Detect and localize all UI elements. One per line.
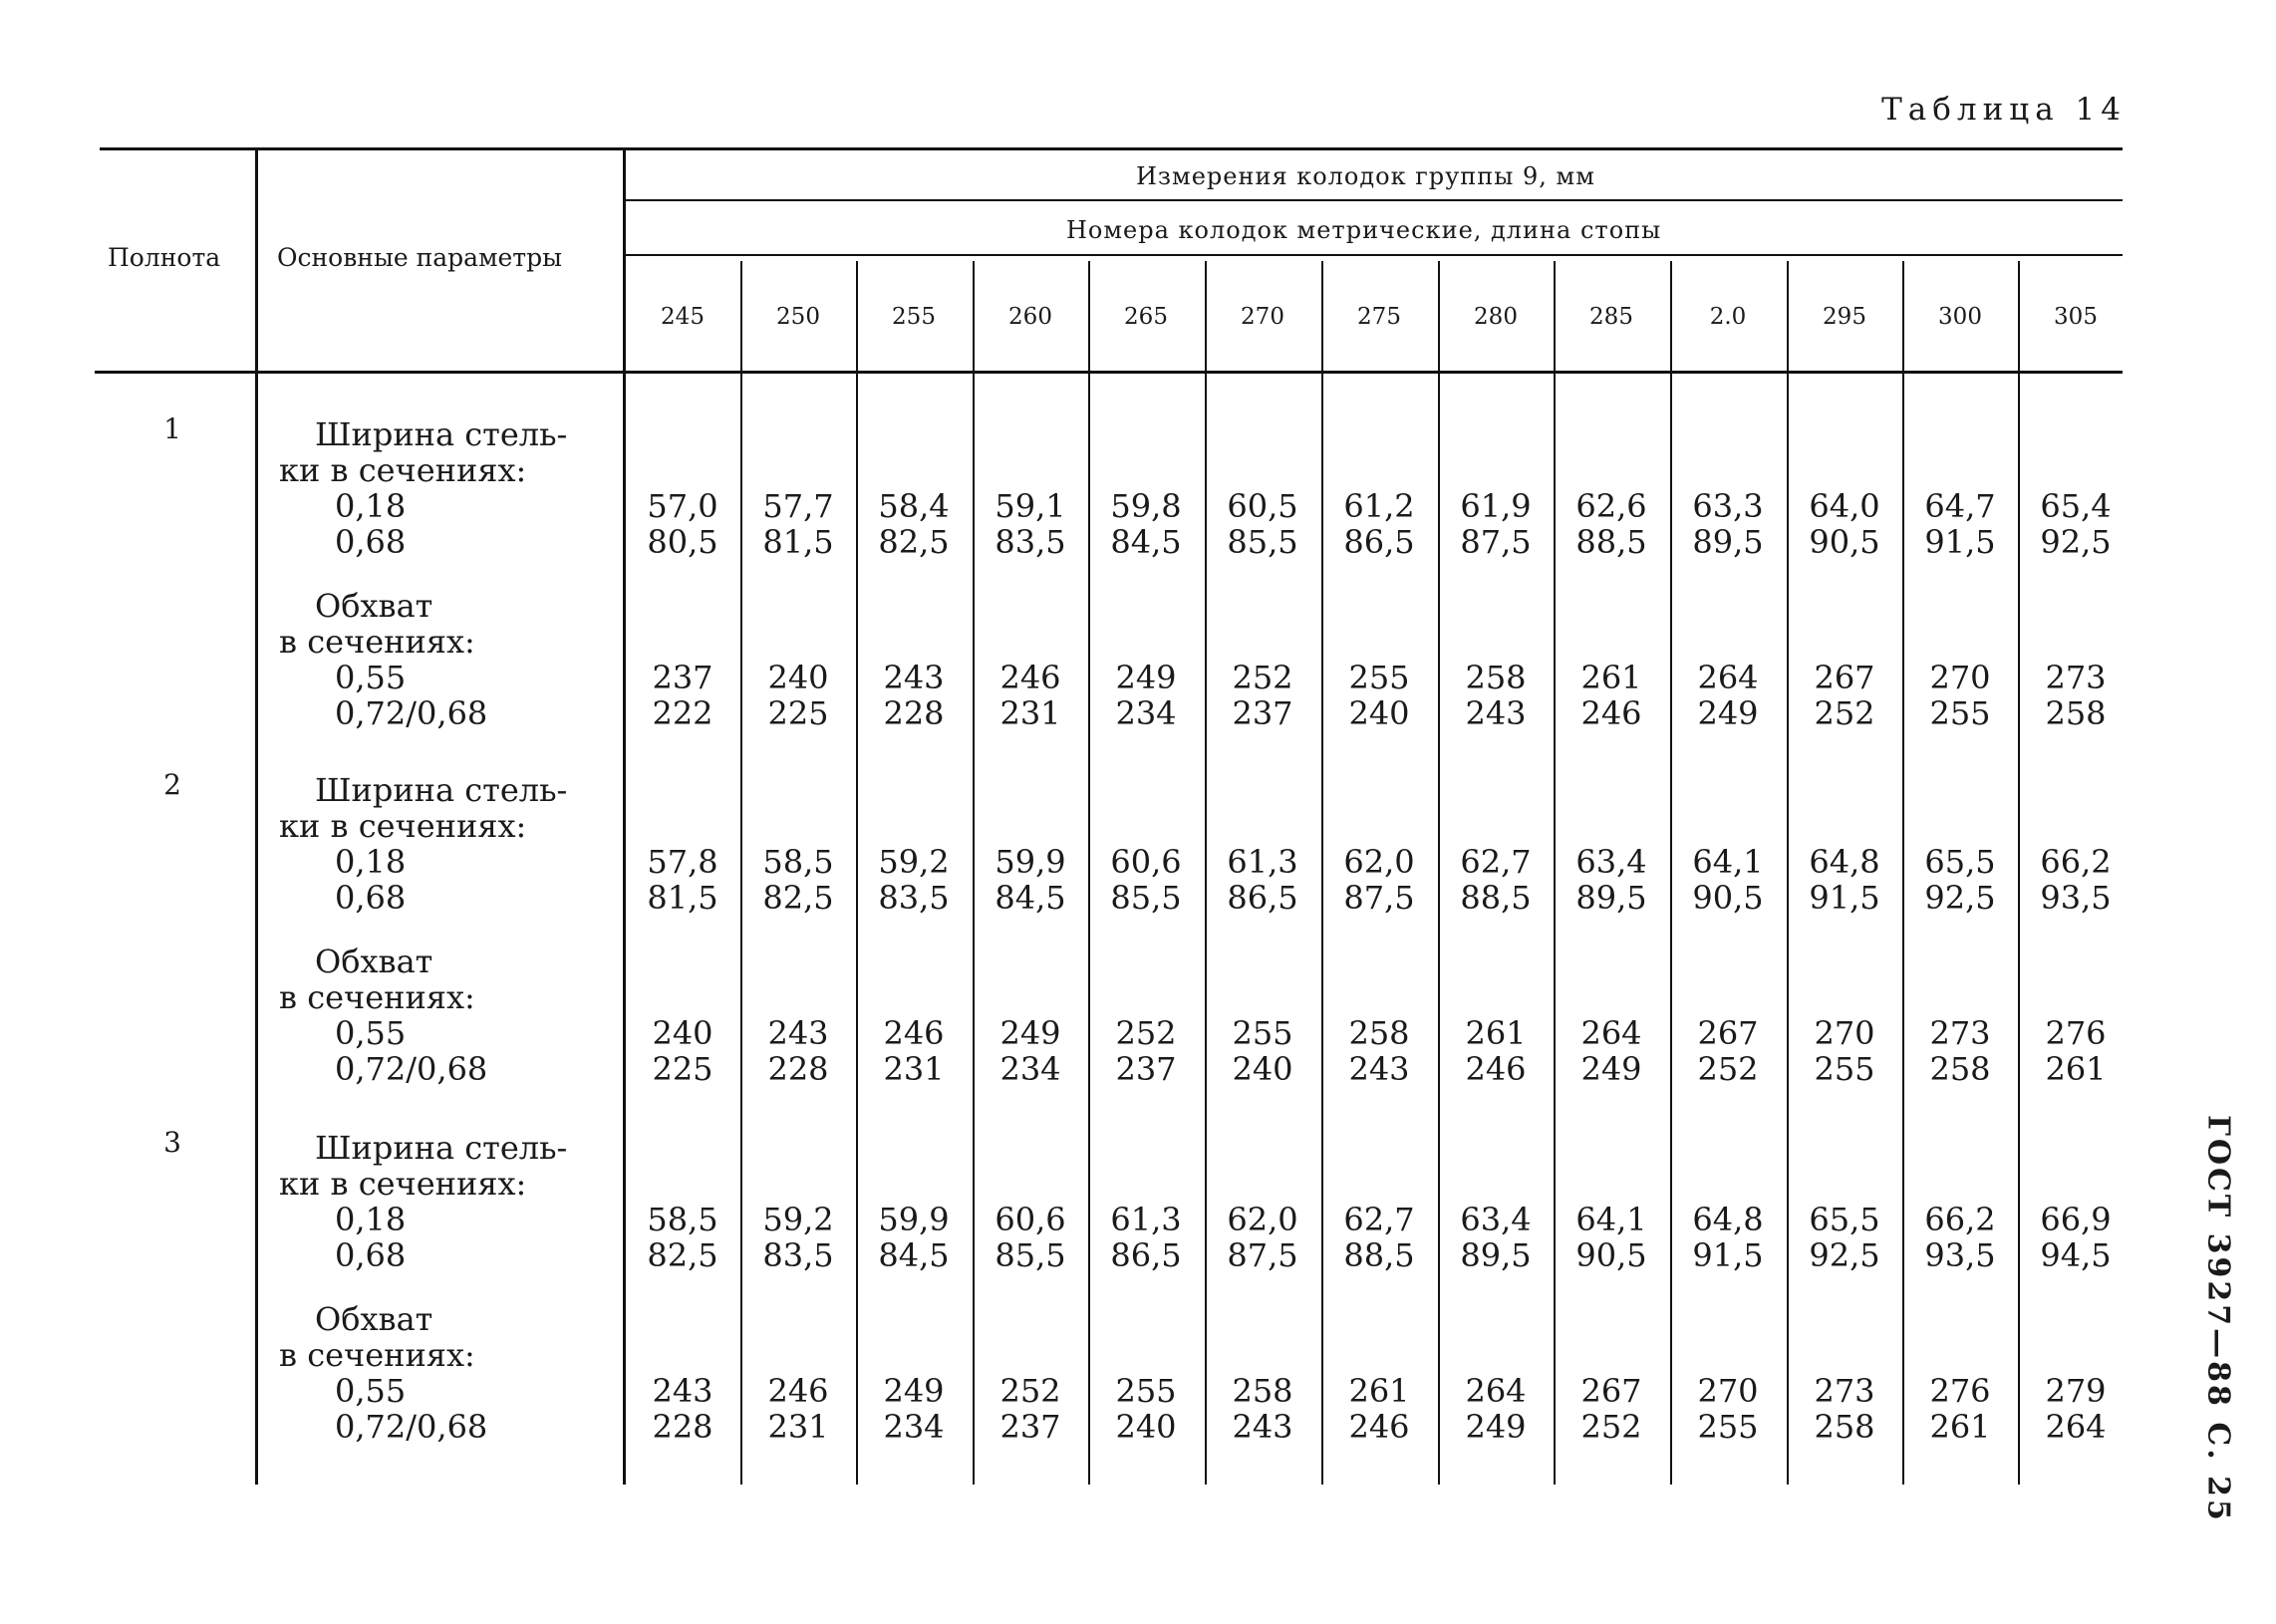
value-cell: 249 <box>1697 694 1759 732</box>
param-label-line: Обхват <box>315 1300 433 1338</box>
value-cell: 63,3 <box>1692 487 1764 525</box>
value-cell: 264 <box>1580 1014 1642 1052</box>
param-girth <box>271 1301 487 1445</box>
value-cell: 89,5 <box>1692 523 1764 561</box>
value-cell: 61,2 <box>1343 487 1415 525</box>
param-label-line: ки в сечениях: <box>279 451 527 489</box>
value-cell: 89,5 <box>1460 1236 1532 1274</box>
value-cell: 64,1 <box>1575 1201 1647 1238</box>
value-cell: 59,9 <box>878 1201 950 1238</box>
value-cell: 59,1 <box>995 487 1066 525</box>
value-cell: 273 <box>1929 1014 1991 1052</box>
value-cell: 252 <box>1232 659 1293 696</box>
size-header-5: 270 <box>1241 304 1284 330</box>
size-header-3: 260 <box>1008 304 1052 330</box>
value-cell: 237 <box>999 1408 1061 1446</box>
value-cell: 240 <box>1232 1050 1293 1088</box>
value-cell: 264 <box>1465 1372 1527 1410</box>
value-cell: 91,5 <box>1809 879 1880 917</box>
value-cell: 261 <box>2045 1050 2107 1088</box>
value-cell: 59,9 <box>995 843 1066 881</box>
value-cell: 249 <box>883 1372 945 1410</box>
polnota-value: 2 <box>163 768 181 801</box>
value-cell: 261 <box>1465 1014 1527 1052</box>
value-cell: 62,0 <box>1227 1201 1298 1238</box>
header-sub-title: Номера колодок метрические, длина стопы <box>1066 216 1662 244</box>
value-cell: 252 <box>1580 1408 1642 1446</box>
size-header-6: 275 <box>1357 304 1401 330</box>
value-cell: 243 <box>1348 1050 1410 1088</box>
value-cell: 59,2 <box>878 843 950 881</box>
value-cell: 237 <box>1232 694 1293 732</box>
value-cell: 231 <box>767 1408 829 1446</box>
value-cell: 84,5 <box>1110 523 1182 561</box>
value-cell: 90,5 <box>1692 879 1764 917</box>
value-cell: 62,7 <box>1460 843 1532 881</box>
param-insole-width <box>271 772 567 916</box>
size-header-4: 265 <box>1124 304 1168 330</box>
value-cell: 83,5 <box>878 879 950 917</box>
size-header-8: 285 <box>1589 304 1633 330</box>
size-header-0: 245 <box>661 304 705 330</box>
value-cell: 276 <box>2045 1014 2107 1052</box>
value-cell: 94,5 <box>2040 1236 2112 1274</box>
value-cell: 246 <box>1465 1050 1527 1088</box>
value-cell: 58,5 <box>647 1201 718 1238</box>
table-caption: Таблица 14 <box>1881 92 2127 128</box>
value-cell: 83,5 <box>762 1236 834 1274</box>
value-cell: 240 <box>767 659 829 696</box>
value-cell: 58,5 <box>762 843 834 881</box>
value-cell: 64,8 <box>1692 1201 1764 1238</box>
value-cell: 243 <box>883 659 945 696</box>
value-cell: 228 <box>883 694 945 732</box>
value-cell: 255 <box>1814 1050 1875 1088</box>
param-insole-width <box>271 1130 567 1273</box>
value-cell: 64,1 <box>1692 843 1764 881</box>
value-cell: 81,5 <box>762 523 834 561</box>
value-cell: 66,9 <box>2040 1201 2112 1238</box>
table-top-rule <box>100 147 2123 150</box>
section-value: 0,72/0,68 <box>335 694 488 732</box>
value-cell: 62,0 <box>1343 843 1415 881</box>
value-cell: 240 <box>652 1014 713 1052</box>
value-cell: 57,7 <box>762 487 834 525</box>
value-cell: 65,5 <box>1809 1201 1880 1238</box>
value-cell: 61,3 <box>1110 1201 1182 1238</box>
header-group-title: Измерения колодок группы 9, мм <box>1136 162 1595 190</box>
value-cell: 60,6 <box>995 1201 1066 1238</box>
value-cell: 222 <box>652 694 713 732</box>
value-cell: 225 <box>652 1050 713 1088</box>
value-cell: 246 <box>767 1372 829 1410</box>
size-header-2: 255 <box>892 304 936 330</box>
value-cell: 61,9 <box>1460 487 1532 525</box>
value-cell: 273 <box>1814 1372 1875 1410</box>
value-cell: 81,5 <box>647 879 718 917</box>
value-cell: 234 <box>1115 694 1177 732</box>
value-cell: 57,8 <box>647 843 718 881</box>
size-header-1: 250 <box>776 304 820 330</box>
value-cell: 85,5 <box>1227 523 1298 561</box>
value-cell: 86,5 <box>1110 1236 1182 1274</box>
value-cell: 90,5 <box>1809 523 1880 561</box>
value-cell: 261 <box>1348 1372 1410 1410</box>
value-cell: 86,5 <box>1343 523 1415 561</box>
value-cell: 255 <box>1115 1372 1177 1410</box>
header-polnota: Полнота <box>108 243 221 272</box>
size-header-11: 300 <box>1938 304 1982 330</box>
value-cell: 270 <box>1814 1014 1875 1052</box>
value-cell: 249 <box>999 1014 1061 1052</box>
value-cell: 240 <box>1115 1408 1177 1446</box>
value-cell: 91,5 <box>1924 523 1996 561</box>
value-cell: 228 <box>767 1050 829 1088</box>
value-cell: 86,5 <box>1227 879 1298 917</box>
value-cell: 93,5 <box>2040 879 2112 917</box>
value-cell: 57,0 <box>647 487 718 525</box>
param-label-line: ки в сечениях: <box>279 807 527 845</box>
value-cell: 249 <box>1465 1408 1527 1446</box>
value-cell: 264 <box>1697 659 1759 696</box>
section-value: 0,18 <box>335 487 407 525</box>
value-cell: 261 <box>1929 1408 1991 1446</box>
value-cell: 65,4 <box>2040 487 2112 525</box>
value-cell: 246 <box>1580 694 1642 732</box>
value-cell: 93,5 <box>1924 1236 1996 1274</box>
value-cell: 85,5 <box>995 1236 1066 1274</box>
value-cell: 261 <box>1580 659 1642 696</box>
value-cell: 264 <box>2045 1408 2107 1446</box>
value-cell: 63,4 <box>1460 1201 1532 1238</box>
gost-page-reference: ГОСТ 3927—88 С. 25 <box>2200 1115 2236 1523</box>
size-area-divider <box>623 149 626 1485</box>
value-cell: 64,0 <box>1809 487 1880 525</box>
section-value: 0,55 <box>335 1014 407 1052</box>
value-cell: 255 <box>1348 659 1410 696</box>
page-side-label <box>2192 1115 2244 1523</box>
value-cell: 243 <box>767 1014 829 1052</box>
param-label-line: Ширина стель- <box>315 1129 568 1167</box>
value-cell: 252 <box>1115 1014 1177 1052</box>
param-label-line: Обхват <box>315 943 433 980</box>
value-cell: 237 <box>652 659 713 696</box>
value-cell: 228 <box>652 1408 713 1446</box>
value-cell: 258 <box>1814 1408 1875 1446</box>
value-cell: 246 <box>1348 1408 1410 1446</box>
value-cell: 246 <box>999 659 1061 696</box>
value-cell: 87,5 <box>1343 879 1415 917</box>
param-label-line: в сечениях: <box>279 1336 475 1374</box>
value-cell: 255 <box>1929 694 1991 732</box>
section-value: 0,55 <box>335 1372 407 1410</box>
value-cell: 82,5 <box>878 523 950 561</box>
value-cell: 267 <box>1580 1372 1642 1410</box>
value-cell: 225 <box>767 694 829 732</box>
value-cell: 84,5 <box>995 879 1066 917</box>
section-value: 0,68 <box>335 879 407 917</box>
value-cell: 270 <box>1929 659 1991 696</box>
section-value: 0,72/0,68 <box>335 1050 488 1088</box>
value-cell: 92,5 <box>1924 879 1996 917</box>
value-cell: 252 <box>999 1372 1061 1410</box>
param-column-divider <box>255 149 258 1485</box>
value-cell: 258 <box>1465 659 1527 696</box>
value-cell: 87,5 <box>1460 523 1532 561</box>
value-cell: 234 <box>883 1408 945 1446</box>
value-cell: 240 <box>1348 694 1410 732</box>
value-cell: 273 <box>2045 659 2107 696</box>
value-cell: 231 <box>999 694 1061 732</box>
value-cell: 270 <box>1697 1372 1759 1410</box>
value-cell: 62,6 <box>1575 487 1647 525</box>
value-cell: 85,5 <box>1110 879 1182 917</box>
value-cell: 84,5 <box>878 1236 950 1274</box>
param-label-line: Ширина стель- <box>315 771 568 809</box>
value-cell: 258 <box>1929 1050 1991 1088</box>
value-cell: 243 <box>1232 1408 1293 1446</box>
value-cell: 83,5 <box>995 523 1066 561</box>
polnota-value: 1 <box>163 412 181 445</box>
value-cell: 258 <box>1232 1372 1293 1410</box>
param-insole-width <box>271 416 567 560</box>
section-value: 0,72/0,68 <box>335 1408 488 1446</box>
value-cell: 64,7 <box>1924 487 1996 525</box>
value-cell: 66,2 <box>1924 1201 1996 1238</box>
value-cell: 88,5 <box>1575 523 1647 561</box>
value-cell: 64,8 <box>1809 843 1880 881</box>
value-cell: 92,5 <box>2040 523 2112 561</box>
value-cell: 234 <box>999 1050 1061 1088</box>
size-header-10: 295 <box>1823 304 1866 330</box>
value-cell: 231 <box>883 1050 945 1088</box>
value-cell: 66,2 <box>2040 843 2112 881</box>
size-header-7: 280 <box>1474 304 1518 330</box>
sub-title-rule <box>625 254 2123 256</box>
section-value: 0,68 <box>335 523 407 561</box>
value-cell: 258 <box>1348 1014 1410 1052</box>
size-header-9: 2.0 <box>1709 304 1747 330</box>
value-cell: 80,5 <box>647 523 718 561</box>
group-title-rule <box>625 199 2123 201</box>
param-girth <box>271 944 487 1087</box>
polnota-value: 3 <box>163 1126 181 1159</box>
value-cell: 246 <box>883 1014 945 1052</box>
value-cell: 87,5 <box>1227 1236 1298 1274</box>
value-cell: 276 <box>1929 1372 1991 1410</box>
value-cell: 249 <box>1115 659 1177 696</box>
param-label-line: Ширина стель- <box>315 415 568 453</box>
value-cell: 255 <box>1697 1408 1759 1446</box>
value-cell: 60,6 <box>1110 843 1182 881</box>
value-cell: 58,4 <box>878 487 950 525</box>
value-cell: 82,5 <box>647 1236 718 1274</box>
value-cell: 243 <box>652 1372 713 1410</box>
value-cell: 258 <box>2045 694 2107 732</box>
value-cell: 62,7 <box>1343 1201 1415 1238</box>
value-cell: 279 <box>2045 1372 2107 1410</box>
value-cell: 249 <box>1580 1050 1642 1088</box>
param-label-line: в сечениях: <box>279 978 475 1016</box>
value-cell: 255 <box>1232 1014 1293 1052</box>
value-cell: 88,5 <box>1343 1236 1415 1274</box>
header-params: Основные параметры <box>277 243 563 272</box>
value-cell: 59,2 <box>762 1201 834 1238</box>
section-value: 0,68 <box>335 1236 407 1274</box>
value-cell: 252 <box>1814 694 1875 732</box>
value-cell: 90,5 <box>1575 1236 1647 1274</box>
param-label-line: в сечениях: <box>279 623 475 661</box>
value-cell: 237 <box>1115 1050 1177 1088</box>
value-cell: 91,5 <box>1692 1236 1764 1274</box>
value-cell: 61,3 <box>1227 843 1298 881</box>
header-bottom-rule <box>95 371 2123 374</box>
value-cell: 60,5 <box>1227 487 1298 525</box>
value-cell: 82,5 <box>762 879 834 917</box>
value-cell: 63,4 <box>1575 843 1647 881</box>
param-label-line: Обхват <box>315 587 433 625</box>
value-cell: 267 <box>1697 1014 1759 1052</box>
value-cell: 252 <box>1697 1050 1759 1088</box>
size-header-12: 305 <box>2054 304 2098 330</box>
value-cell: 59,8 <box>1110 487 1182 525</box>
value-cell: 92,5 <box>1809 1236 1880 1274</box>
value-cell: 88,5 <box>1460 879 1532 917</box>
value-cell: 243 <box>1465 694 1527 732</box>
section-value: 0,55 <box>335 659 407 696</box>
value-cell: 65,5 <box>1924 843 1996 881</box>
value-cell: 89,5 <box>1575 879 1647 917</box>
value-cell: 267 <box>1814 659 1875 696</box>
param-girth <box>271 588 487 731</box>
section-value: 0,18 <box>335 1201 407 1238</box>
param-label-line: ки в сечениях: <box>279 1165 527 1203</box>
section-value: 0,18 <box>335 843 407 881</box>
